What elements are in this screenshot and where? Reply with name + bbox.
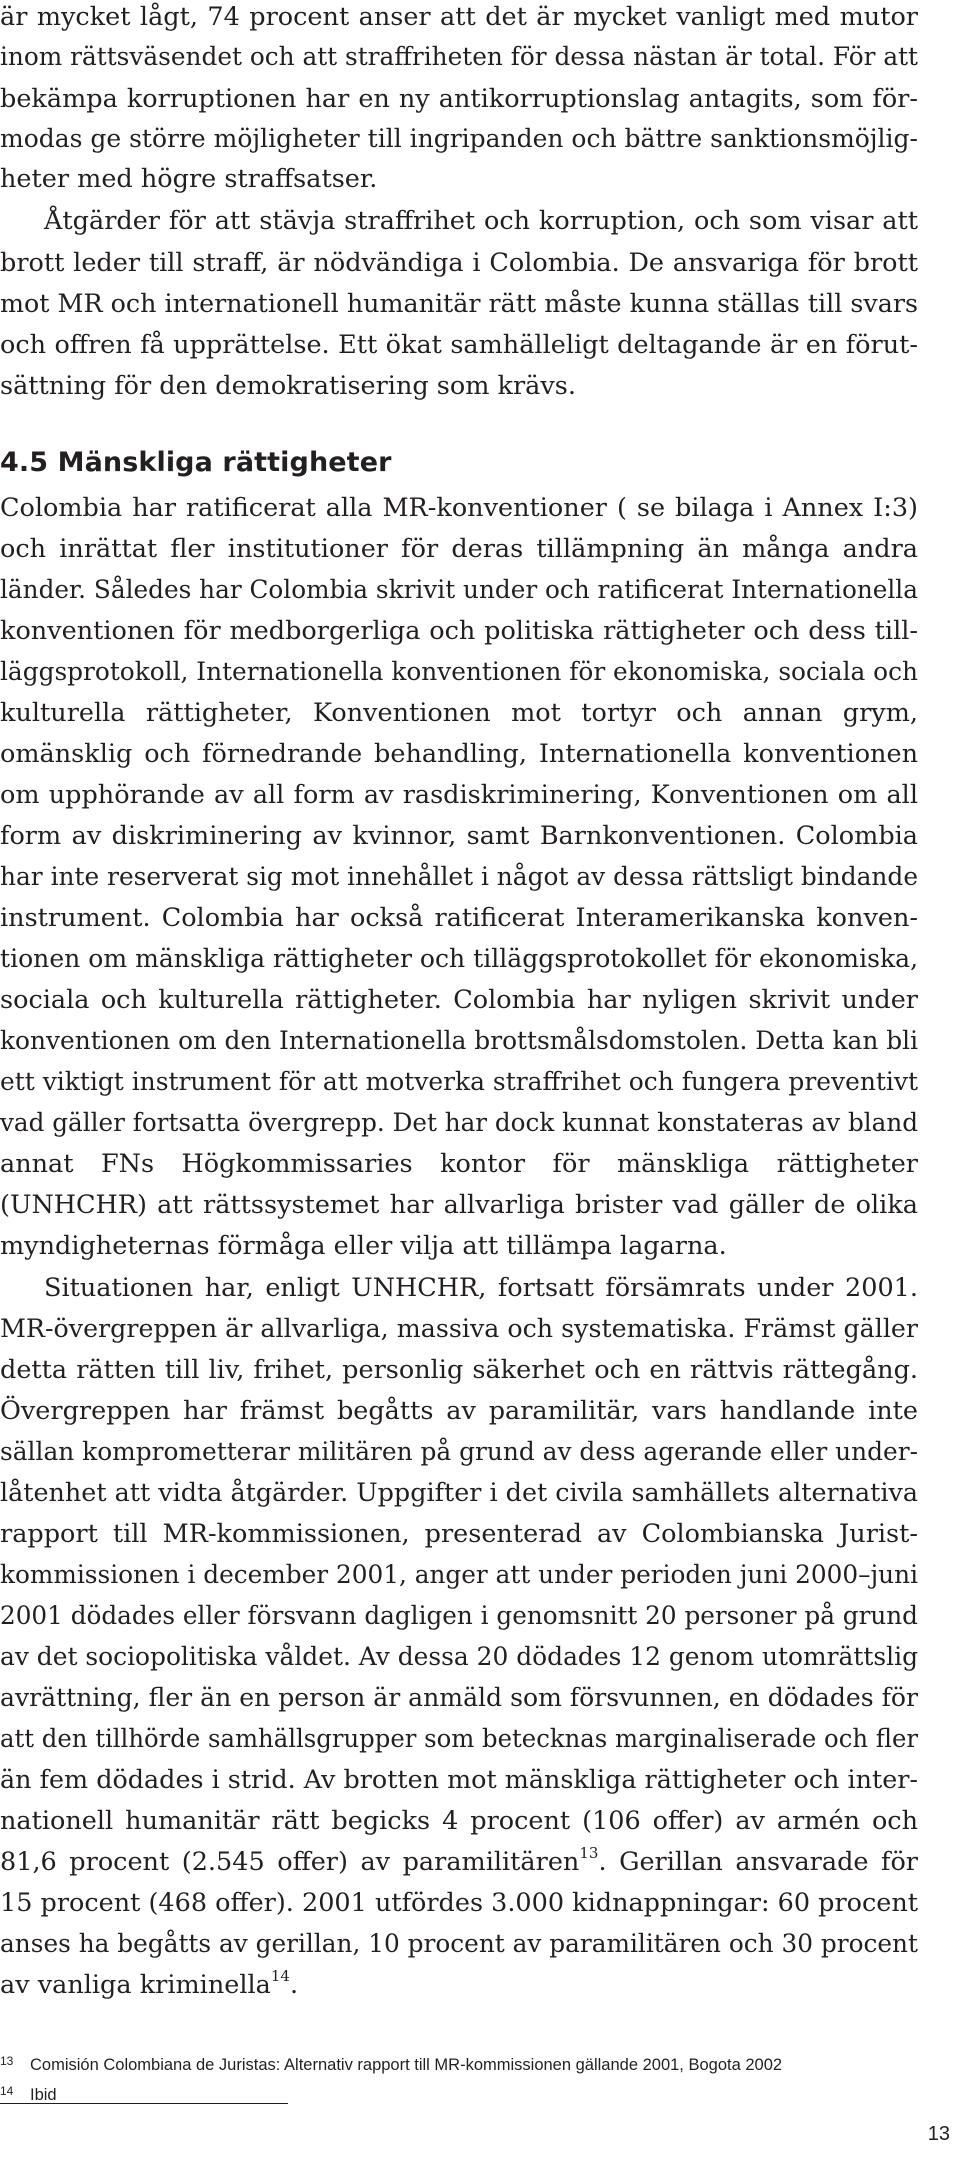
situation-line-11: avrättning, fler än en person är anmäld som försvunnen, en dödades för: [0, 1683, 919, 1713]
section-line-1: Colombia har ratificerat alla MR-konventioner ( se bilaga i Annex I:3): [0, 493, 918, 523]
situation-line-8: kommissionen i december 2001, anger att under perioden juni 2000–juni: [0, 1560, 918, 1590]
footnote-14-text: Ibid: [30, 2086, 57, 2104]
footnote-14: [0, 2080, 57, 2106]
section-line-10: har inte reserverat sig mot innehållet i något av dessa rättsligt bindande: [0, 862, 919, 892]
intro-line-4: modas ge större möjligheter till ingripanden och bättre sanktionsmöjlig-: [0, 124, 918, 154]
situation-line-15: [0, 1845, 918, 1879]
para2-line-3: mot MR och internationell humanitär rätt måste kunna ställas till svars: [0, 289, 918, 319]
section-line-8: om upphörande av all form av rasdiskriminering, Konventionen om all: [0, 780, 918, 810]
situation-line-16: 15 procent (468 offer). 2001 utfördes 3.000 kidnappningar: 60 procent: [0, 1888, 919, 1918]
situation-line-6: låtenhet att vidta åtgärder. Uppgifter i det civila samhällets alternativa: [0, 1478, 919, 1508]
line-81-prefix: 81,6 procent (2.545 offer) av paramilitären: [0, 1847, 580, 1877]
footnote-13-number: 13: [0, 2054, 14, 2068]
situation-line-3: detta rätten till liv, frihet, personlig säkerhet och en rättvis rättegång.: [0, 1355, 918, 1385]
section-line-19: myndigheternas förmåga eller vilja att tillämpa lagarna.: [0, 1231, 727, 1261]
situation-line-4: Övergreppen har främst begåtts av paramilitär, vars handlande inte: [0, 1396, 918, 1426]
para2-line-1: Åtgärder för att stävja straffrihet och korruption, och som visar att: [44, 206, 918, 236]
section-line-12: tionen om mänskliga rättigheter och tilläggsprotokollet för ekonomiska,: [0, 944, 919, 974]
section-line-15: ett viktigt instrument för att motverka straffrihet och fungera preventivt: [0, 1067, 918, 1097]
section-line-9: form av diskriminering av kvinnor, samt Barnkonventionen. Colombia: [0, 821, 918, 851]
page-number: 13: [927, 2123, 950, 2145]
situation-line-5: sällan komprometterar militären på grund av dess agerande eller under-: [0, 1437, 918, 1467]
section-line-5: läggsprotokoll, Internationella konventionen för ekonomiska, sociala och: [0, 657, 918, 687]
footnote-ref-14: 14: [270, 1967, 290, 1985]
footnote-13: [0, 2050, 782, 2076]
intro-line-2: inom rättsväsendet och att straffriheten för dessa nästan är total. För att: [0, 42, 919, 72]
section-line-7: omänsklig och förnedrande behandling, Internationella konventionen: [0, 739, 918, 769]
situation-line-1: Situationen har, enligt UNHCHR, fortsatt försämrats under 2001.: [44, 1273, 918, 1303]
situation-line-12: att den tillhörde samhällsgrupper som betecknas marginaliserade och fler: [0, 1724, 919, 1754]
section-line-13: sociala och kulturella rättigheter. Colombia har nyligen skrivit under: [0, 985, 918, 1015]
section-line-18: (UNHCHR) att rättssystemet har allvarliga brister vad gäller de olika: [0, 1190, 918, 1220]
line-last-suffix: .: [289, 1970, 299, 2000]
para2-line-2: brott leder till straff, är nödvändiga i Colombia. De ansvariga för brott: [0, 248, 918, 278]
intro-line-3: bekämpa korruptionen har en ny antikorruptionslag antagits, som för-: [0, 84, 918, 114]
section-line-2: och inrättat fler institutioner för deras tillämpning än många andra: [0, 534, 918, 564]
section-line-16: vad gäller fortsatta övergrepp. Det har dock kunnat konstateras av bland: [0, 1108, 918, 1138]
situation-line-9: 2001 dödades eller försvann dagligen i genomsnitt 20 personer på grund: [0, 1601, 918, 1631]
para2-line-5: sättning för den demokratisering som krävs.: [0, 371, 576, 401]
situation-line-13: än fem dödades i strid. Av brotten mot mänskliga rättigheter och inter-: [0, 1765, 918, 1795]
footnote-14-number: 14: [0, 2084, 14, 2098]
section-line-3: länder. Således har Colombia skrivit under och ratificerat Internationella: [0, 575, 918, 605]
situation-line-14: nationell humanitär rätt begicks 4 procent (106 offer) av armén och: [0, 1806, 918, 1836]
section-heading: 4.5 Mänskliga rättigheter: [0, 447, 392, 478]
line-81-suffix: . Gerillan ansvarade för: [598, 1847, 918, 1877]
section-line-14: konventionen om den Internationella brottsmålsdomstolen. Detta kan bli: [0, 1026, 919, 1056]
section-line-4: konventionen för medborgerliga och politiska rättigheter och dess till-: [0, 616, 918, 646]
intro-line-5: heter med högre straffsatser.: [0, 164, 378, 194]
line-last-prefix: av vanliga kriminella: [0, 1970, 271, 2000]
situation-line-17: anses ha begåtts av gerillan, 10 procent av paramilitären och 30 procent: [0, 1929, 918, 1959]
para2-line-4: och offren få upprättelse. Ett ökat samhälleligt deltagande är en förut-: [0, 330, 918, 360]
footnote-13-text: Comisión Colombiana de Juristas: Alternativ rapport till MR-kommissionen gällande 2001, Bogota 2002: [30, 2056, 783, 2074]
situation-line-18: [0, 1968, 298, 2002]
situation-line-10: av det sociopolitiska våldet. Av dessa 20 dödades 12 genom utomrättslig: [0, 1642, 919, 1672]
situation-line-2: MR-övergreppen är allvarliga, massiva och systematiska. Främst gäller: [0, 1314, 919, 1344]
situation-line-7: rapport till MR-kommissionen, presenterad av Colombianska Jurist-: [0, 1519, 918, 1549]
section-line-6: kulturella rättigheter, Konventionen mot tortyr och annan grym,: [0, 698, 918, 728]
section-line-17: annat FNs Högkommissaries kontor för mänskliga rättigheter: [0, 1149, 918, 1179]
section-line-11: instrument. Colombia har också ratificerat Interamerikanska konven-: [0, 903, 918, 933]
intro-line-1: är mycket lågt, 74 procent anser att det är mycket vanligt med mutor: [0, 2, 918, 32]
footnote-ref-13: 13: [579, 1844, 599, 1862]
